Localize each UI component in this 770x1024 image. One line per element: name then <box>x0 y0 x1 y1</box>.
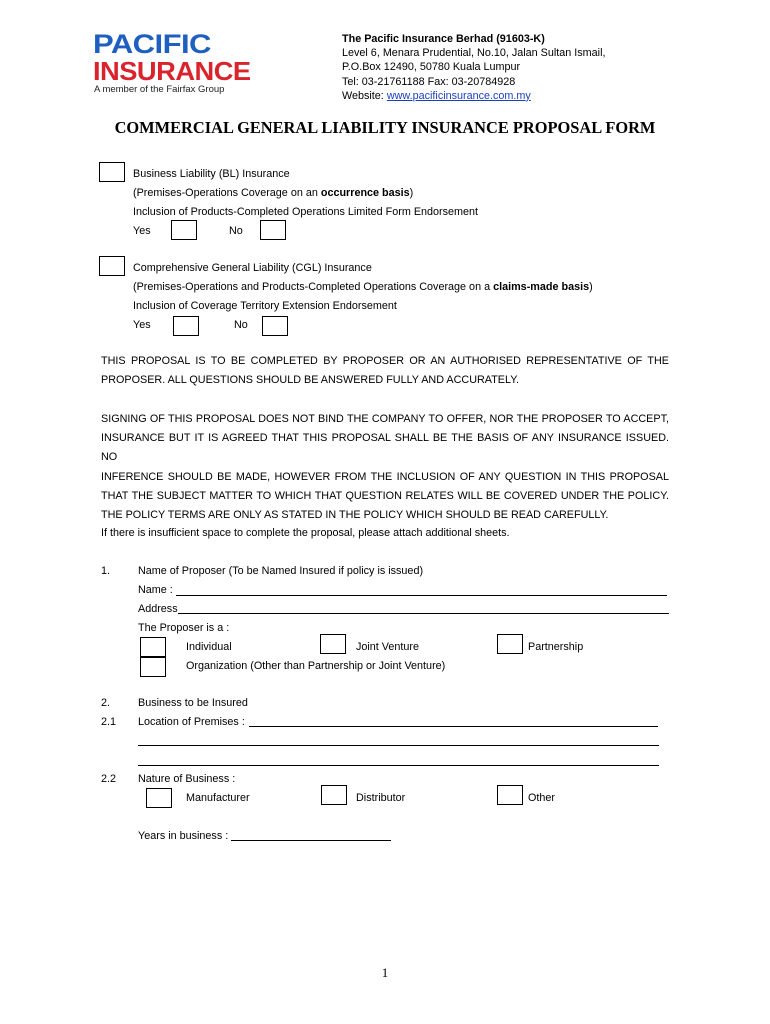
address-label: Address <box>138 603 178 615</box>
cgl-no-label: No <box>234 319 248 331</box>
location-label: Location of Premises : <box>138 716 245 728</box>
company-phone: Tel: 03-21761188 Fax: 03-20784928 <box>342 75 516 88</box>
cgl-yes-checkbox[interactable] <box>173 316 199 336</box>
section1-heading: Name of Proposer (To be Named Insured if policy is issued) <box>138 565 424 577</box>
years-in-business-label: Years in business : <box>138 830 229 842</box>
section2-heading: Business to be Insured <box>138 697 248 709</box>
company-website <box>342 89 605 103</box>
bl-coverage-description: (Premises-Operations Coverage on an occurrence basis) <box>133 187 414 199</box>
section2-2-number: 2.2 <box>101 773 117 785</box>
logo-pacific-word: PACIFIC <box>93 29 211 59</box>
nature-of-business-label: Nature of Business : <box>138 773 236 785</box>
location-field-line3[interactable] <box>138 765 659 766</box>
cgl-endorsement-label: Inclusion of Coverage Territory Extension Endorsement <box>133 300 397 312</box>
notice-completion: THIS PROPOSAL IS TO BE COMPLETED BY PROPOSER OR AN AUTHORISED REPRESENTATIVE OF THE PROPOSER. ALL QUESTIONS SHOULD BE ANSWERED FULLY AND ACCURATELY. <box>101 355 669 387</box>
logo-insurance-word: INSURANCE <box>93 56 251 86</box>
cgl-insurance-checkbox[interactable] <box>99 256 125 276</box>
cgl-no-checkbox[interactable] <box>262 316 288 336</box>
bl-yes-checkbox[interactable] <box>171 220 197 240</box>
insufficient-space-note: If there is insufficient space to complete the proposal, please attach additional sheets. <box>101 527 510 539</box>
company-name: The Pacific Insurance Berhad (91603-K) <box>342 33 545 45</box>
years-in-business-field[interactable] <box>231 840 391 841</box>
bl-insurance-label: Business Liability (BL) Insurance <box>133 168 290 180</box>
distributor-checkbox[interactable] <box>321 785 347 805</box>
name-label: Name : <box>138 584 173 596</box>
manufacturer-checkbox[interactable] <box>146 788 172 808</box>
bl-endorsement-label: Inclusion of Products-Completed Operations Limited Form Endorsement <box>133 206 479 218</box>
bl-yes-label: Yes <box>133 225 151 237</box>
form-title: COMMERCIAL GENERAL LIABILITY INSURANCE PROPOSAL FORM <box>114 118 656 137</box>
website-label: Website: <box>342 89 387 102</box>
location-field-line1[interactable] <box>249 726 658 727</box>
bl-no-label: No <box>229 225 243 237</box>
cgl-coverage-description: (Premises-Operations and Products-Completed Operations Coverage on a claims-made basis) <box>133 281 593 293</box>
proposer-type-label: The Proposer is a : <box>138 622 230 634</box>
company-address-line1: Level 6, Menara Prudential, No.10, Jalan Sultan Ismail, <box>342 47 606 60</box>
section2-number: 2. <box>101 697 111 709</box>
logo-tagline: A member of the Fairfax Group <box>94 84 225 95</box>
other-label: Other <box>528 792 556 804</box>
company-address-line2: P.O.Box 12490, 50780 Kuala Lumpur <box>342 61 521 74</box>
partnership-checkbox[interactable] <box>497 634 523 654</box>
notice-signing: SIGNING OF THIS PROPOSAL DOES NOT BIND THE COMPANY TO OFFER, NOR THE PROPOSER TO ACCEPT, INSURANCE BUT IT IS AGREED THAT THIS PROPOSAL SHALL BE THE BASIS OF ANY INSURANCE ISSUED. NO INFERENCE SHOULD BE MADE, HOWEVER FROM THE INCLUSION OF ANY QUESTION IN THIS PROPOSAL THAT THE SUBJECT MATTER TO WHICH THAT QUESTION RELATES WILL BE COVERED UNDER THE POLICY. THE POLICY TERMS ARE ONLY AS STATED IN THE POLICY WHICH SHOULD BE READ CAREFULLY. <box>101 413 669 522</box>
joint-venture-checkbox[interactable] <box>320 634 346 654</box>
section2-1-number: 2.1 <box>101 716 117 728</box>
name-field[interactable] <box>176 595 667 596</box>
cgl-insurance-label: Comprehensive General Liability (CGL) Insurance <box>133 262 372 274</box>
organization-checkbox[interactable] <box>140 657 166 677</box>
cgl-yes-label: Yes <box>133 319 151 331</box>
section1-number: 1. <box>101 565 111 577</box>
address-field[interactable] <box>178 613 669 614</box>
organization-label: Organization (Other than Partnership or Joint Venture) <box>186 660 446 672</box>
individual-label: Individual <box>186 641 232 653</box>
individual-checkbox[interactable] <box>140 637 166 657</box>
page-number: 1 <box>381 965 389 980</box>
company-address-block <box>342 32 605 103</box>
bl-no-checkbox[interactable] <box>260 220 286 240</box>
other-checkbox[interactable] <box>497 785 523 805</box>
distributor-label: Distributor <box>356 792 406 804</box>
manufacturer-label: Manufacturer <box>186 792 250 804</box>
partnership-label: Partnership <box>528 641 584 653</box>
joint-venture-label: Joint Venture <box>356 641 420 653</box>
bl-insurance-checkbox[interactable] <box>99 162 125 182</box>
website-link[interactable]: www.pacificinsurance.com.my <box>386 89 531 102</box>
location-field-line2[interactable] <box>138 745 659 746</box>
